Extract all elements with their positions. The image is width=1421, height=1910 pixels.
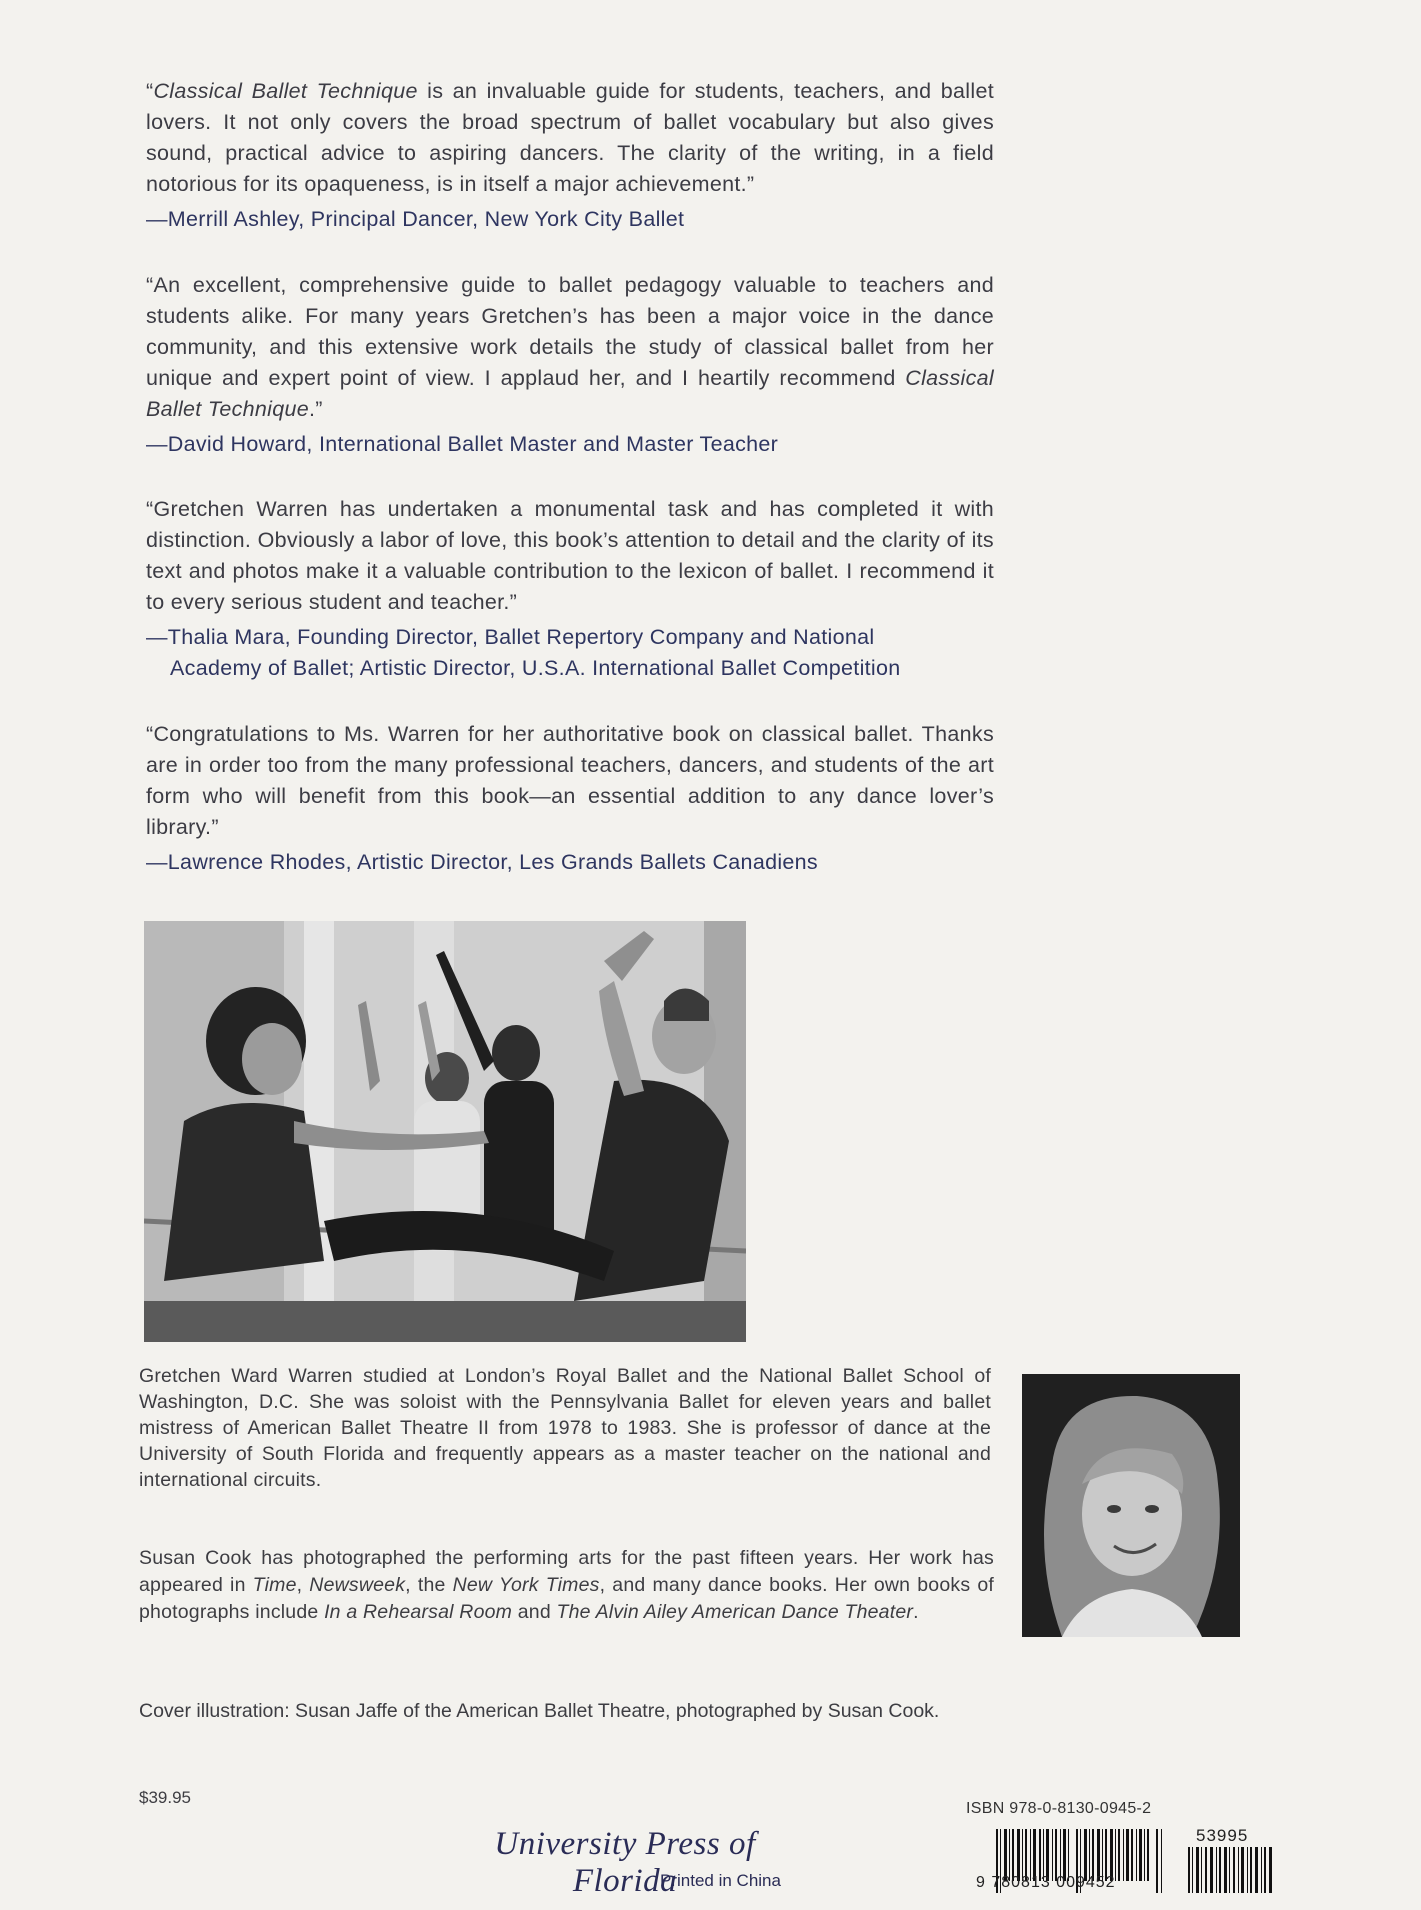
author-portrait [1022, 1374, 1240, 1637]
ballet-class-photo [144, 921, 746, 1342]
quote-text: “An excellent, comprehensive guide to ballet pedagogy valuable to teachers and students alike. For many years Gretchen’s has been a major voice in the dance community, and this extensive work details the study of classical ballet from her unique and expert point of view. I applaud her, and I heartily recommend Classical Ballet Technique.” [146, 273, 994, 421]
cover-credit: Cover illustration: Susan Jaffe of the American Ballet Theatre, photographed by Susan Cook. [139, 1700, 940, 1722]
addon-barcode-icon [1188, 1847, 1274, 1893]
quote-book-title: Classical Ballet Technique [146, 366, 994, 421]
quote-attribution: —David Howard, International Ballet Master and Master Teacher [146, 432, 779, 456]
quote-attribution: —Thalia Mara, Founding Director, Ballet Repertory Company and National Academy of Ballet; Artistic Director, U.S.A. International Ballet Competition [146, 625, 901, 680]
quote-lawrence-rhodes [146, 719, 994, 878]
price: $39.95 [139, 1788, 191, 1807]
author-bio: Gretchen Ward Warren studied at London’s Royal Ballet and the National Ballet School of Washington, D.C. She was soloist with the Pennsylvania Ballet for eleven years and ballet mistress of American Ballet Theatre II from 1978 to 1983. She is professor of dance at the University of South Florida and frequently appears as a master teacher on the national and international circuits. [139, 1365, 991, 1491]
quote-attribution: —Merrill Ashley, Principal Dancer, New York City Ballet [146, 207, 685, 231]
author-portrait-art [1022, 1374, 1240, 1637]
quote-text: “Gretchen Warren has undertaken a monumental task and has completed it with distinction. Obviously a labor of love, this book’s attention to detail and the clarity of its text and photos make it a valuable contribution to the lexicon of ballet. I recommend it to every serious student and teacher.” [146, 497, 994, 614]
printed-in: Printed in China [660, 1871, 781, 1890]
ballet-class-photo-art [144, 921, 746, 1342]
quote-merrill-ashley [146, 76, 994, 235]
photographer-bio: Susan Cook has photographed the performing arts for the past fifteen years. Her work has appeared in Time, Newsweek, the New York Times, and many dance books. Her own books of photographs include In a Rehearsal Room and The Alvin Ailey American Dance Theater. [139, 1547, 994, 1623]
quote-david-howard [146, 270, 994, 460]
publisher-name: University Press of Florida [494, 1826, 756, 1899]
quote-text: “Congratulations to Ms. Warren for her authoritative book on classical ballet. Thanks are in order too from the many professional teachers, dancers, and students of the art form who will benefit from this book—an essential addition to any dance lover’s library.” [146, 722, 994, 839]
quote-thalia-mara [146, 494, 994, 684]
quote-attribution: —Lawrence Rhodes, Artistic Director, Les Grands Ballets Canadiens [146, 850, 818, 874]
quote-book-title: Classical Ballet Technique [153, 79, 418, 103]
isbn: ISBN 978-0-8130-0945-2 [966, 1800, 1152, 1817]
barcode-number: 9 780813 009452 [976, 1874, 1116, 1891]
addon-number: 53995 [1196, 1826, 1249, 1845]
quote-text: “Classical Ballet Technique is an invaluable guide for students, teachers, and ballet lovers. It not only covers the broad spectrum of ballet vocabulary but also gives sound, practical advice to aspiring dancers. The clarity of the writing, in a field notorious for its opaqueness, is in itself a major achievement.” [146, 79, 994, 196]
